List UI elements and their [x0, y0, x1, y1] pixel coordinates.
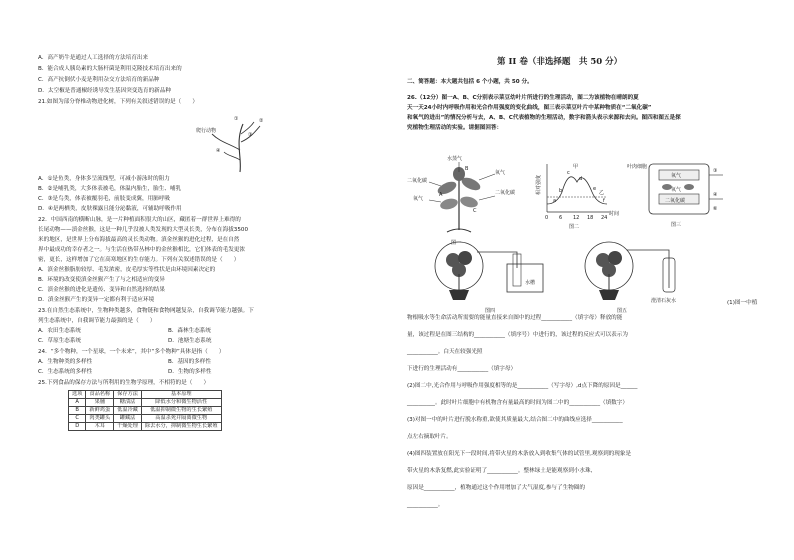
answer-line-1: (1)图一中植	[727, 300, 758, 306]
answer-line-9: 点左右摘取叶片。	[407, 434, 452, 440]
q21-option-c: C．③是鸟类，体表被覆羽毛，前肢变成翼，用肺呼吸	[38, 196, 170, 202]
table-cell: 高温杀死并隔离微生物	[141, 415, 221, 423]
table-row	[69, 399, 222, 407]
table-header: 选项	[69, 391, 86, 399]
fig5-label: 澄清石灰水	[651, 298, 677, 304]
table-header: 基本原理	[141, 391, 221, 399]
table-cell: 干燥处理	[114, 423, 142, 431]
fig4-label: 水槽	[525, 280, 536, 286]
fig3-label: 二氧化碳	[665, 198, 686, 204]
answer-line-10: (4)图四装置放在阳光下一段时间,将带火星的木条放入到收集气体的试管里,观察到的现象是	[407, 451, 632, 457]
tree-node-2: ②	[259, 118, 264, 124]
table-header: 保存方法	[114, 391, 142, 399]
q23-option-a: A．农田生态系统	[38, 328, 81, 334]
fig1-label: C	[473, 208, 477, 214]
fig3-label: 氧气	[671, 187, 682, 193]
answer-line-3: 量，该过程是在图三结构的___________（填序号）中进行的，该过程的反应式可以表示为	[407, 332, 628, 338]
q24-stem: 24．“多个物种，一个星球，一个未来”，其中“多个物种”具体是指（ ）	[38, 349, 225, 355]
q21-option-a: A．①是鱼类，身体多呈流线型，可减小游泳时的阻力	[38, 176, 170, 182]
figure-2	[536, 162, 620, 230]
q24-option-c: C．生态系统的多样性	[38, 369, 93, 375]
q21-option-d: D．④是两栖类，皮肤裸露且能分泌黏液，可辅助呼吸作用	[38, 206, 182, 212]
q25-stem: 25.下列食品的保存方法与所利用的生物学原理，不相符的是（ ）	[38, 380, 210, 386]
q21-option-b: B．②是哺乳类，大多体表被毛，体温内胎生，胎生、哺乳	[38, 186, 182, 192]
table-row	[69, 415, 222, 423]
table-cell: B	[69, 407, 86, 415]
q23-line-1: 23.在自然生态系统中，生物种类越多，食物链和食物网越复杂，自我调节能力越强。下	[38, 308, 254, 314]
tree-label-reptile: 爬行动物	[196, 128, 217, 134]
table-cell: 新鲜鸡蛋	[86, 407, 114, 415]
fig2-caption: 图二	[569, 224, 580, 230]
fig2-label: 时间	[609, 211, 620, 217]
q20-option-d: D．太空椒是普通椒经诱导发生基因突变选育的新品种	[38, 88, 171, 94]
fig1-label: 氧气	[413, 196, 424, 202]
fig3-caption: 图三	[671, 222, 682, 228]
answer-line-2: 物根吸水等生命活动所需要的能量直接来自图中的过程___________（填字母）释放的能	[407, 315, 623, 321]
q23-option-d: D．池塘生态系统	[168, 338, 212, 344]
fig1-label: A	[439, 192, 443, 198]
fig1-label: 二氧化碳	[495, 190, 516, 196]
q26-line-1: 26.（12分）图一A、B、C分别表示菜豆幼叶片所进行的生理活动，图二为该植物在晴朗的夏	[407, 95, 639, 101]
answer-line-5: 下进行的生理活动有___________（填字母）	[407, 366, 517, 372]
fig4-caption: 图四	[485, 308, 496, 314]
table-cell: 果脯	[86, 399, 114, 407]
figure-1	[407, 156, 519, 246]
fig3-label: 氧气	[671, 173, 682, 179]
answer-line-11: 带火星的木条复燃,此实验证明了___________。整林绿土是能观察到小水珠,	[407, 468, 593, 474]
answer-line-8: (3)对图一中的叶片进行脱水称重,欲使其质量最大,结合图二中的曲线应选择___________	[407, 417, 623, 423]
q20-option-b: B．能合成人胰岛素的大肠杆菌是利用克隆技术培育出来的	[38, 66, 182, 72]
table-cell: 低温抑制微生物的生长繁殖	[141, 407, 221, 415]
answer-line-6: (2)图二中,光合作用与呼吸作用强度相等的是___________（写字母）,d点下降的原因是______	[407, 383, 638, 389]
section-subtitle: 二、简答题：本大题共包括 6 个小题，共 50 分。	[407, 79, 533, 85]
answer-line-12: 原因是___________，植物通过这个作用增加了大气湿度,参与了生物圈的	[407, 485, 585, 491]
fig2-label: a	[553, 198, 557, 204]
fig3-label: ④	[713, 192, 718, 198]
fig1-label: 水蒸气	[447, 156, 463, 162]
q24-option-b: B．基因的多样性	[168, 359, 211, 365]
q25-table	[68, 390, 222, 431]
fig2-label: f	[603, 198, 605, 204]
fig1-label: 氧气	[495, 170, 506, 176]
tree-node-3: ③	[248, 132, 253, 138]
figure-5	[577, 238, 697, 314]
q26-line-2: 天一天24小时内呼吸作用和光合作用强度的变化曲线，图三表示菜豆叶片中某种物质在“二氧化碳”	[407, 105, 652, 111]
table-cell: 肉类罐头	[86, 415, 114, 423]
fig5-caption: 图五	[617, 308, 628, 314]
figure-4	[427, 238, 557, 314]
table-cell: 除去水分，抑制微生物生长繁殖	[141, 423, 221, 431]
fig3-label: 叶肉细胞	[627, 164, 648, 170]
q22-option-b: B．环境的改变使滇金丝猴产生了与之相适应的变异	[38, 277, 165, 283]
fig2-label: 18	[587, 215, 594, 221]
tree-node-4: ④	[216, 148, 221, 154]
q24-option-d: D．生物的多样性	[168, 369, 212, 375]
fig2-ylabel: 相对强度	[536, 174, 542, 195]
fig3-label: ③	[713, 168, 718, 174]
q23-line-2: 列生态系统中，自我调节能力最强的是（ ）	[38, 318, 156, 324]
fig1-label: 二氧化碳	[407, 178, 428, 184]
table-row	[69, 407, 222, 415]
q22-line-1: 22．中国西南的横断山脉，是一片种植面积很大的山区，藏匿着一群世界上难得的	[38, 217, 241, 223]
fig2-label: d	[579, 176, 583, 182]
q22-line-4: 界中最成功的幸存者之一。与生活在热带丛林中的金丝猴相比，它们体表的毛发更浓	[38, 247, 245, 253]
q26-line-3: 和氧气的进出”的情况分析与去，A、B、C代表植物的生理活动，数字和箭头表示来源和去向。图四和图五是探	[407, 115, 681, 121]
table-cell: D	[69, 423, 86, 431]
table-cell: 木耳	[86, 423, 114, 431]
q24-option-a: A．生物种类的多样性	[38, 359, 93, 365]
q22-line-5: 密，更长，这样增加了它在高寒地区的生存能力。下列有关叙述错误的是（ ）	[38, 257, 240, 263]
fig2-label: 乙	[599, 190, 605, 196]
q22-line-3: 米的地区，是世界上分布海拔最高的灵长类动物。滇金丝猴的进化过程，是在自然	[38, 237, 240, 243]
fig2-label: 0	[545, 215, 549, 221]
fig2-label: e	[593, 186, 597, 192]
q22-option-a: A．滇金丝猴脂肪较厚、毛发浓密，皮毛厚实等性状是由环境因素决定的	[38, 267, 216, 273]
q21-stem: 21.如图为部分脊椎动物进化树，下列有关叙述错误的是（ ）	[38, 99, 198, 105]
fig1-label: B	[465, 166, 469, 172]
answer-line-7: __________。此时叶片细胞中有机物含有量最高的时间为图二中的___________（填数字）	[407, 400, 628, 406]
q22-option-d: D．滇金丝猴产生的变异一定都有利于适应环境	[38, 297, 155, 303]
table-row	[69, 423, 222, 431]
table-cell: A	[69, 399, 86, 407]
table-cell: 降低水分和微生物活性	[141, 399, 221, 407]
table-cell: 糖渍法	[114, 399, 142, 407]
answer-line-13: ___________。	[407, 502, 444, 508]
q23-option-c: C．草原生态系统	[38, 338, 82, 344]
q20-option-c: C．高产抗倒伏小麦是利用杂交方法培育的新品种	[38, 77, 160, 83]
fig2-label: 12	[573, 215, 580, 221]
fig2-label: 甲	[573, 164, 579, 170]
q22-line-2: 长尾动物——滇金丝猴，这是一种几乎没被人类发现的大型灵长类，分布在海拔3500	[38, 227, 249, 233]
answer-line-4: ___________。白天在较强光照	[407, 349, 483, 355]
fig2-label: c	[567, 170, 570, 176]
section-title: 第 II 卷（非选择题 共 50 分）	[497, 57, 623, 67]
table-cell: C	[69, 415, 86, 423]
fig1-caption: 图一	[451, 240, 462, 246]
evolution-tree-figure	[180, 112, 300, 174]
right-column	[397, 0, 794, 560]
fig3-label: ⑥	[713, 206, 718, 212]
q23-option-b: B．森林生态系统	[168, 328, 211, 334]
table-header: 食品名称	[86, 391, 114, 399]
q26-line-4: 究植物生理活动的实验。请据图回答：	[407, 125, 503, 131]
table-cell: 罐藏法	[114, 415, 142, 423]
tree-node-1: ①	[234, 116, 239, 122]
q22-option-c: C．滇金丝猴的进化是遗传、变异和自然选择的结果	[38, 287, 165, 293]
table-cell: 低温冷藏	[114, 407, 142, 415]
q20-option-a: A．高产奶牛是通过人工选择的方法培育出来	[38, 55, 149, 61]
fig2-label: 6	[559, 215, 563, 221]
fig2-label: b	[559, 188, 563, 194]
table-header-row	[69, 391, 222, 399]
fig2-label: 24	[601, 215, 608, 221]
figure-3	[627, 160, 727, 232]
